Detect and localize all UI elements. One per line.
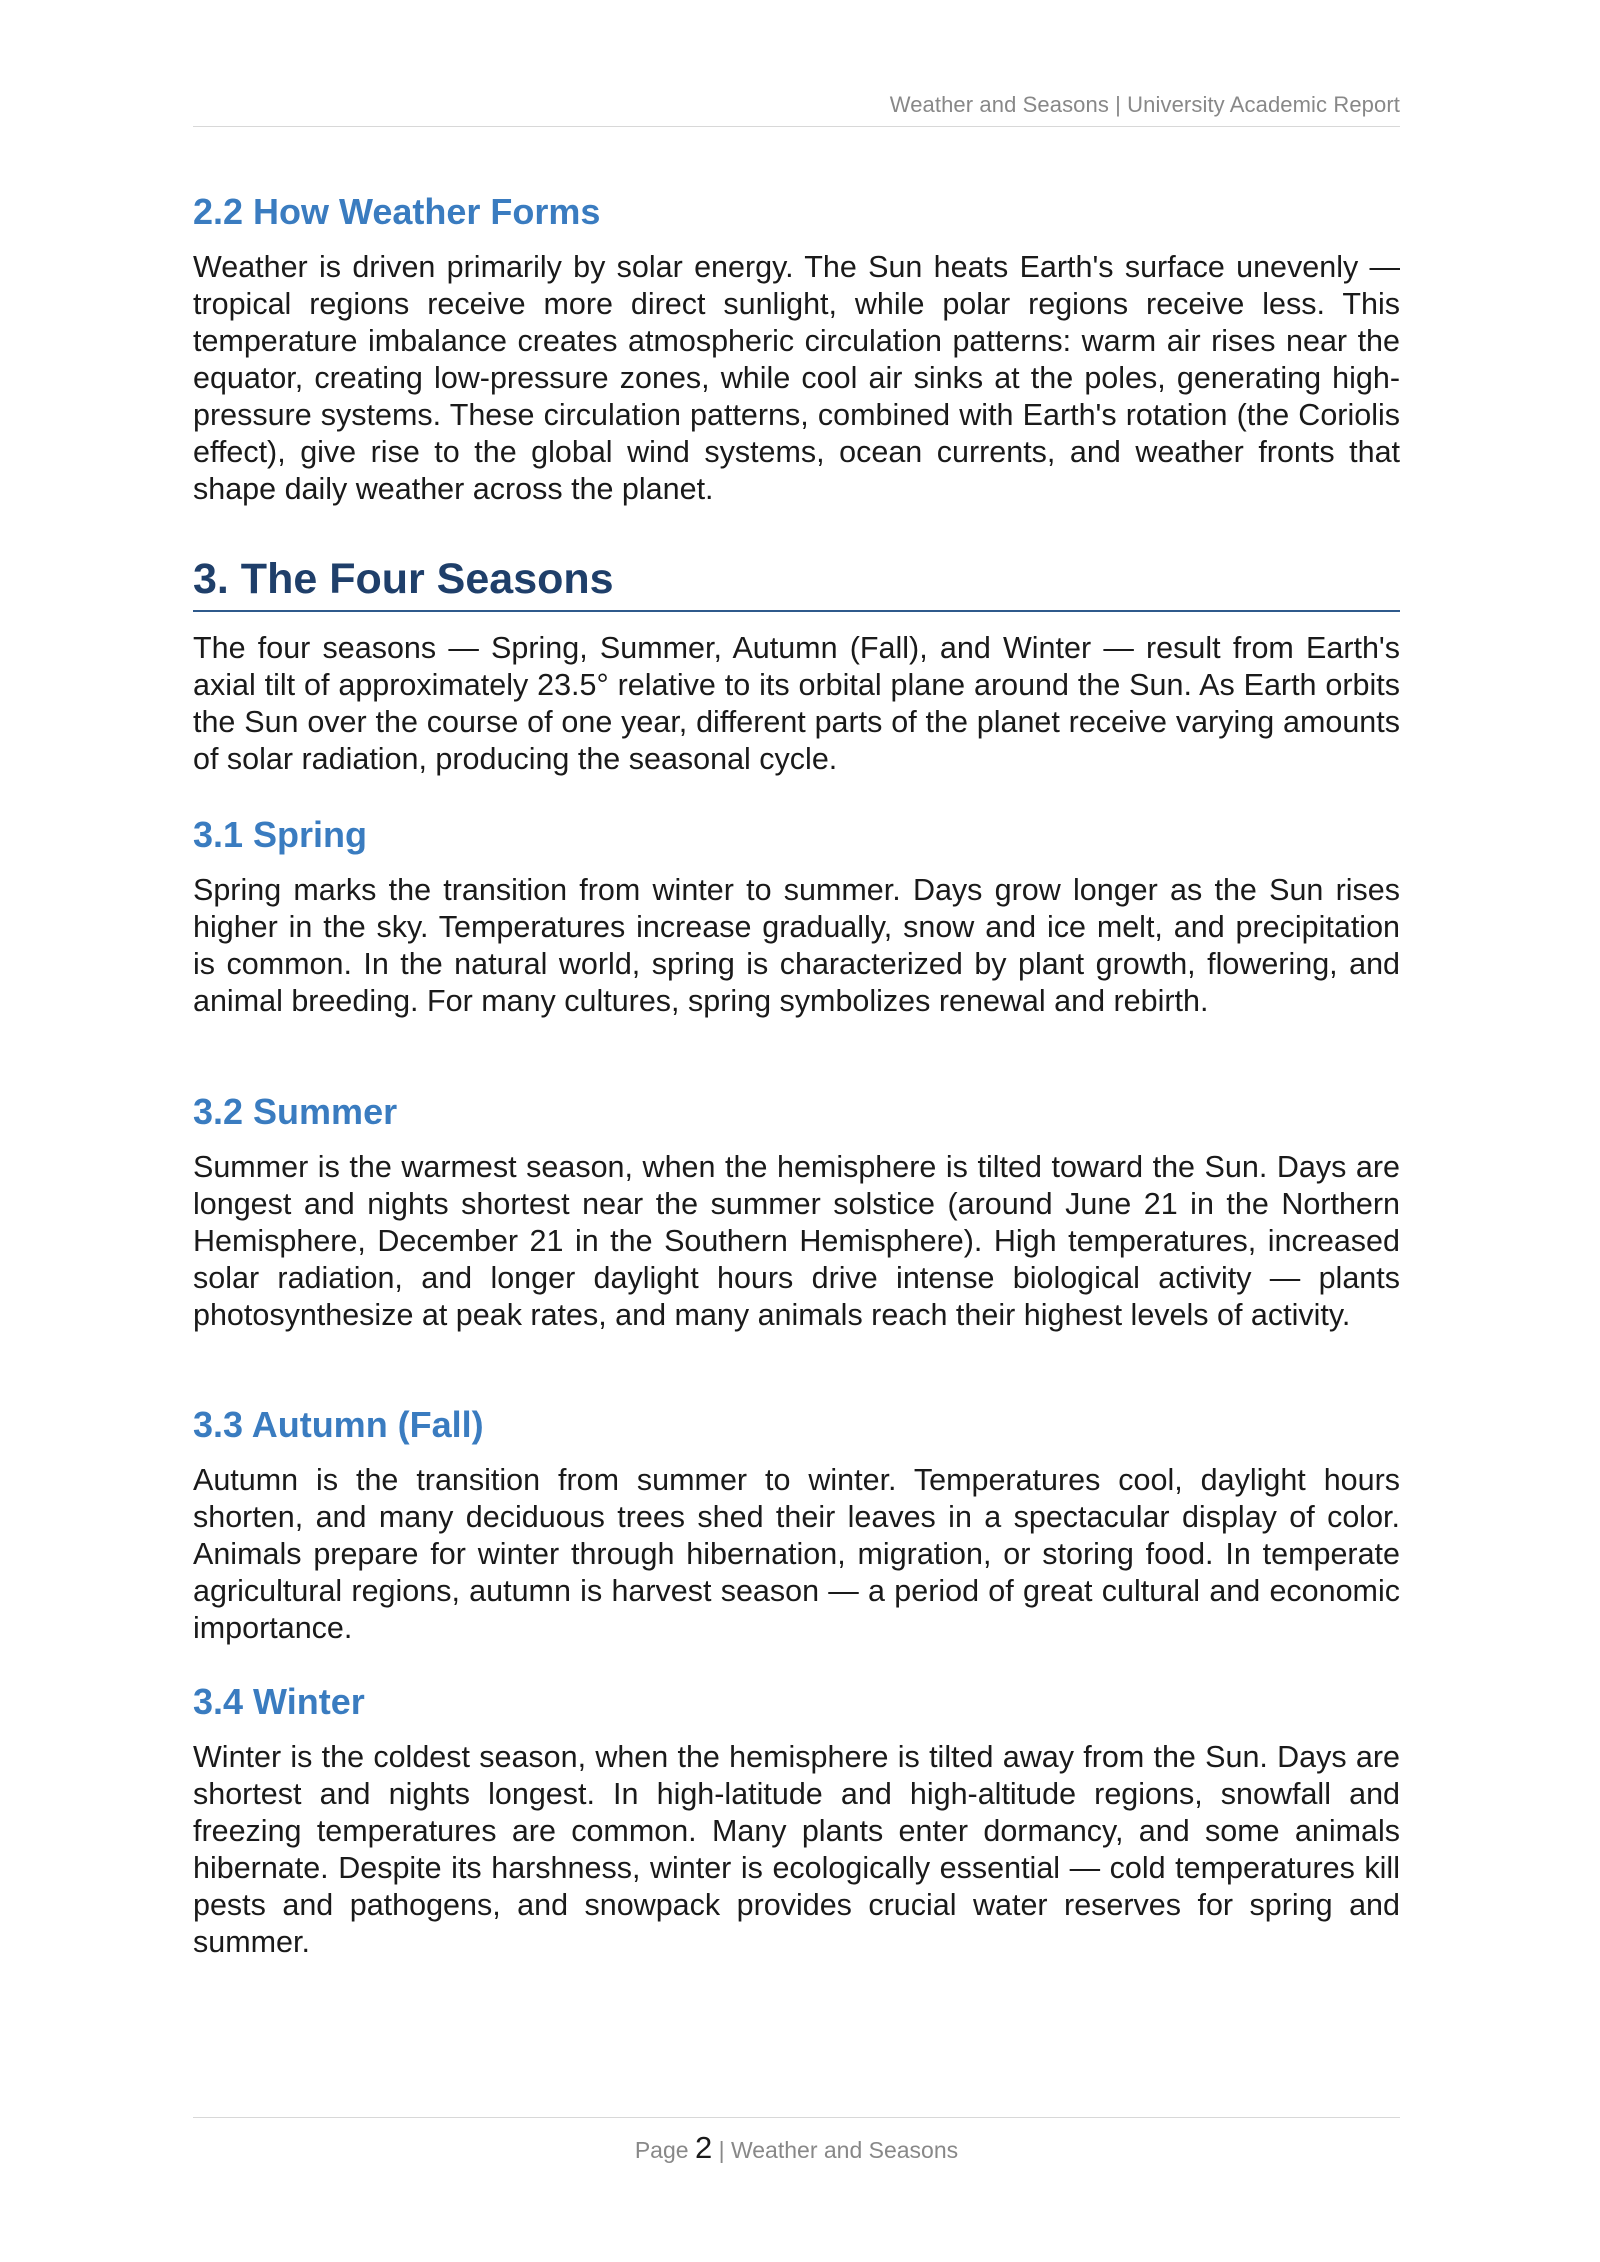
paragraph: Weather is driven primarily by solar energy. The Sun heats Earth's surface unevenly — tropical regions receive more direct sunlight, while polar regions receive less. This temperature imbalance creates atmospheric circulation patterns: warm air rises near the equator, creating low-pressure zones, while cool air sinks at the poles, generating high-pressure systems. These circulation patterns, combined with Earth's rotation (the Coriolis effect), give rise to the global wind systems, ocean currents, and weather fronts that shape daily weather across the planet. (193, 250, 1400, 507)
section-3-4 (193, 1680, 1400, 1961)
section-3 (193, 555, 1400, 778)
subsection-heading: 2.2 How Weather Forms (193, 191, 601, 232)
paragraph: Autumn is the transition from summer to winter. Temperatures cool, daylight hours shorten, and many deciduous trees shed their leaves in a spectacular display of color. Animals prepare for winter through hibernation, migration, or storing food. In temperate agricultural regions, autumn is harvest season — a period of great cultural and economic importance. (193, 1463, 1400, 1646)
subsection-heading: 3.4 Winter (193, 1681, 365, 1722)
paragraph: Spring marks the transition from winter to summer. Days grow longer as the Sun rises higher in the sky. Temperatures increase gradually, snow and ice melt, and precipitation is common. In the natural world, spring is characterized by plant growth, flowering, and animal breeding. For many cultures, spring symbolizes renewal and rebirth. (193, 873, 1400, 1019)
subsection-heading: 3.1 Spring (193, 814, 368, 855)
footer-title: Weather and Seasons (730, 2137, 959, 2163)
paragraph: Winter is the coldest season, when the hemisphere is tilted away from the Sun. Days are shortest and nights longest. In high-latitude and high-altitude regions, snowfall and freezing temperatures are common. Many plants enter dormancy, and some animals hibernate. Despite its harshness, winter is ecologically essential — cold temperatures kill pests and pathogens, and snowpack provides crucial water reserves for spring and summer. (193, 1740, 1400, 1960)
section-2-2 (193, 190, 1400, 508)
footer-separator: | (718, 2137, 725, 2163)
section-3-1 (193, 813, 1400, 1020)
header-text: Weather and Seasons | University Academic Report (889, 92, 1400, 117)
section-heading: 3. The Four Seasons (193, 555, 1400, 612)
footer-page-number: 2 (694, 2130, 713, 2165)
footer-page-label: Page (634, 2137, 689, 2163)
page-footer (193, 2117, 1400, 2166)
section-3-2 (193, 1090, 1400, 1334)
section-3-3 (193, 1403, 1400, 1647)
subsection-heading: 3.3 Autumn (Fall) (193, 1404, 484, 1445)
subsection-heading: 3.2 Summer (193, 1091, 398, 1132)
page-header (193, 92, 1400, 127)
paragraph: The four seasons — Spring, Summer, Autumn (Fall), and Winter — result from Earth's axial tilt of approximately 23.5° relative to its orbital plane around the Sun. As Earth orbits the Sun over the course of one year, different parts of the planet receive varying amounts of solar radiation, producing the seasonal cycle. (193, 631, 1400, 777)
paragraph: Summer is the warmest season, when the hemisphere is tilted toward the Sun. Days are longest and nights shortest near the summer solstice (around June 21 in the Northern Hemisphere, December 21 in the Southern Hemisphere). High temperatures, increased solar radiation, and longer daylight hours drive intense biological activity — plants photosynthesize at peak rates, and many animals reach their highest levels of activity. (193, 1150, 1400, 1333)
